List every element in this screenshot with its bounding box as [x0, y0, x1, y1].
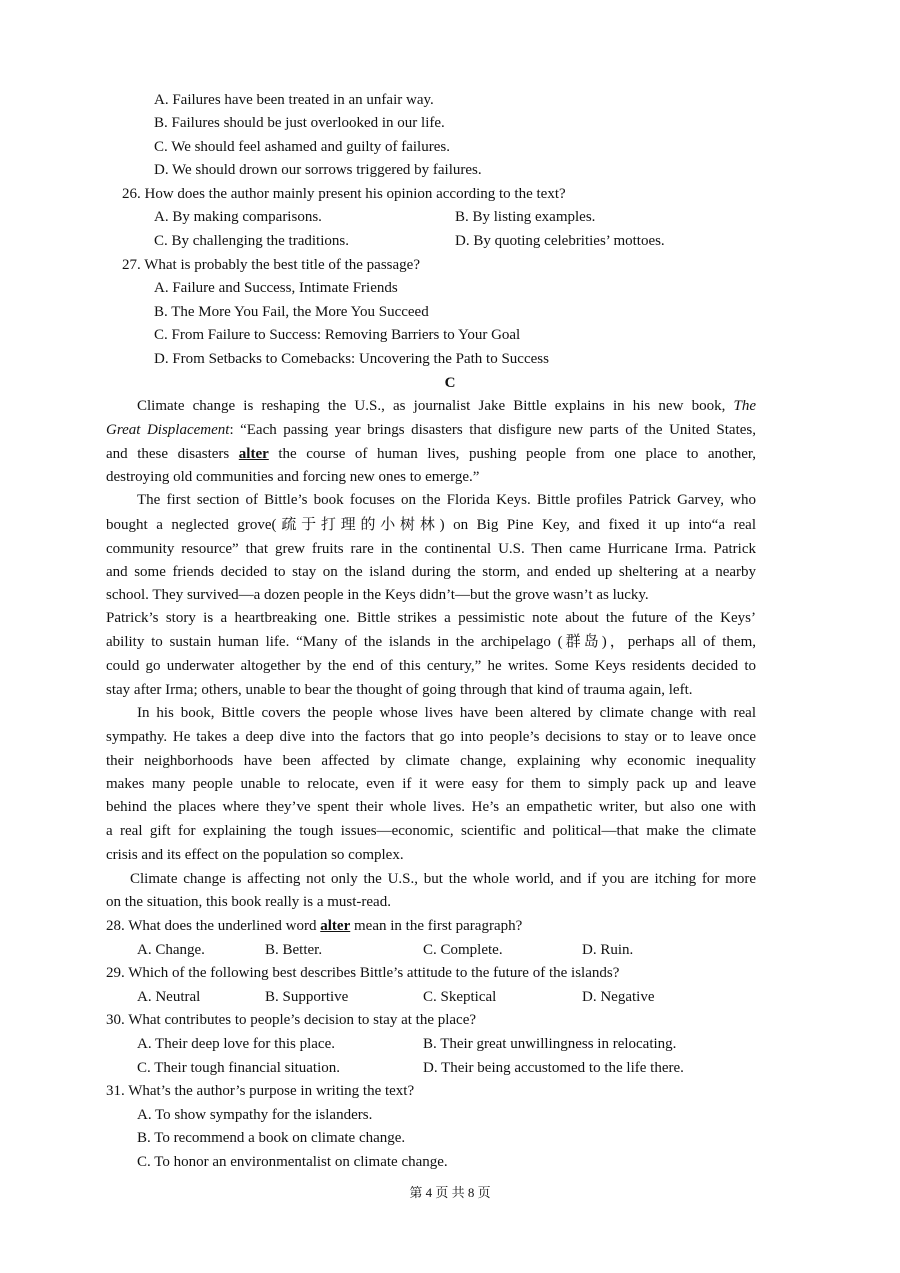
q27-stem: 27. What is probably the best title of the passage?	[122, 257, 420, 273]
passage-p3-line4: stay after Irma; others, unable to bear the thought of going through that kind of trauma again, left.	[106, 682, 693, 698]
q26-option-c: C. By challenging the traditions.	[154, 233, 349, 249]
q25-option-a: A. Failures have been treated in an unfair way.	[154, 92, 434, 108]
q30-option-c: C. Their tough financial situation.	[137, 1060, 341, 1076]
q25-option-d: D. We should drown our sorrows triggered by failures.	[154, 162, 482, 178]
passage-p2-line5: school. They survived—a dozen people in the Keys didn’t—but the grove wasn’t as lucky.	[106, 587, 649, 603]
q27-option-c: C. From Failure to Success: Removing Barriers to Your Goal	[154, 327, 521, 343]
passage-p1-line1: Climate change is reshaping the U.S., as journalist Jake Bittle explains in his new book, The	[137, 398, 756, 414]
passage-p3-line3: could go underwater altogether by the end of this century,” he writes. Some Keys residents decided to	[106, 658, 756, 674]
q26-option-d: D. By quoting celebrities’ mottoes.	[455, 233, 665, 249]
q30-option-a: A. Their deep love for this place.	[137, 1036, 335, 1052]
q29-option-c: C. Skeptical	[423, 989, 497, 1005]
q27-option-a: A. Failure and Success, Intimate Friends	[154, 280, 398, 296]
q26-option-b: B. By listing examples.	[455, 209, 596, 225]
q30-option-d: D. Their being accustomed to the life there.	[423, 1060, 684, 1076]
q28-option-b: B. Better.	[265, 942, 323, 958]
underlined-word-alter: alter	[238, 446, 269, 462]
passage-p4-line5: behind the places where they’ve spent their whole lives. He’s an empathetic writer, but also one with	[106, 799, 756, 815]
q27-option-d: D. From Setbacks to Comebacks: Uncovering the Path to Success	[154, 351, 549, 367]
passage-p5-line2: on the situation, this book really is a must-read.	[106, 894, 391, 910]
q31-stem: 31. What’s the author’s purpose in writing the text?	[106, 1083, 415, 1099]
q31-option-b: B. To recommend a book on climate change.	[137, 1130, 406, 1146]
q25-option-c: C. We should feel ashamed and guilty of failures.	[154, 139, 450, 155]
q29-option-a: A. Neutral	[137, 989, 201, 1005]
q30-stem: 30. What contributes to people’s decision to stay at the place?	[106, 1012, 477, 1028]
q28-option-c: C. Complete.	[423, 942, 503, 958]
passage-p2-line1: The first section of Bittle’s book focuses on the Florida Keys. Bittle profiles Patrick Garvey, who	[137, 492, 756, 508]
q25-option-b: B. Failures should be just overlooked in our life.	[154, 115, 445, 131]
page-number-footer: 第 4 页 共 8 页	[409, 1185, 491, 1200]
q26-stem: 26. How does the author mainly present his opinion according to the text?	[122, 186, 566, 202]
passage-p4-line6: a real gift for explaining the tough issues—economic, scientific and political—that make the climate	[106, 823, 756, 839]
passage-p2-line4: and some friends decided to stay on the island during the storm, and ended up sheltering at a nearby	[106, 564, 756, 580]
section-heading: C	[444, 375, 456, 391]
passage-p4-line4: makes many people unable to relocate, even if it were easy for them to simply pack up and leave	[106, 776, 756, 792]
q31-option-a: A. To show sympathy for the islanders.	[137, 1107, 373, 1123]
passage-p4-line3: their neighborhoods have been affected by climate change, explaining why economic inequality	[106, 753, 756, 769]
passage-p5-line1: Climate change is affecting not only the U.S., but the whole world, and if you are itching for more	[130, 871, 756, 887]
q28-stem: 28. What does the underlined word alter mean in the first paragraph?	[106, 918, 523, 934]
q26-option-a: A. By making comparisons.	[154, 209, 322, 225]
passage-p2-line3: community resource” that grew fruits rare in the continental U.S. Then came Hurricane Irma. Patrick	[106, 541, 756, 557]
passage-p1-line2: Great Displacement: “Each passing year brings disasters that disfigure new parts of the United States,	[106, 422, 756, 438]
q29-option-d: D. Negative	[582, 989, 655, 1005]
q29-stem: 29. Which of the following best describes Bittle’s attitude to the future of the islands?	[106, 965, 620, 981]
q28-option-a: A. Change.	[137, 942, 205, 958]
passage-p3-line2: ability to sustain human life. “Many of the islands in the archipelago (群岛)，perhaps all of them,	[106, 634, 756, 650]
q31-option-c: C. To honor an environmentalist on climate change.	[137, 1154, 448, 1170]
passage-p1-line3: and these disasters alter the course of human lives, pushing people from one place to another,	[106, 446, 756, 462]
passage-p4-line1: In his book, Bittle covers the people whose lives have been altered by climate change with real	[137, 705, 756, 721]
q29-option-b: B. Supportive	[265, 989, 349, 1005]
passage-p1-line4: destroying old communities and forcing new ones to emerge.”	[106, 469, 480, 485]
passage-p2-line2: bought a neglected grove(疏于打理的小树林) on Big Pine Key, and fixed it up into“a real	[106, 517, 756, 533]
passage-p3-line1: Patrick’s story is a heartbreaking one. Bittle strikes a pessimistic note about the future of the Keys’	[106, 610, 756, 626]
q30-option-b: B. Their great unwillingness in relocating.	[423, 1036, 677, 1052]
passage-p4-line7: crisis and its effect on the population so complex.	[106, 847, 404, 863]
q28-option-d: D. Ruin.	[582, 942, 634, 958]
passage-p4-line2: sympathy. He takes a deep dive into the factors that go into people’s decisions to stay or to leave once	[106, 729, 756, 745]
q27-option-b: B. The More You Fail, the More You Succeed	[154, 304, 429, 320]
